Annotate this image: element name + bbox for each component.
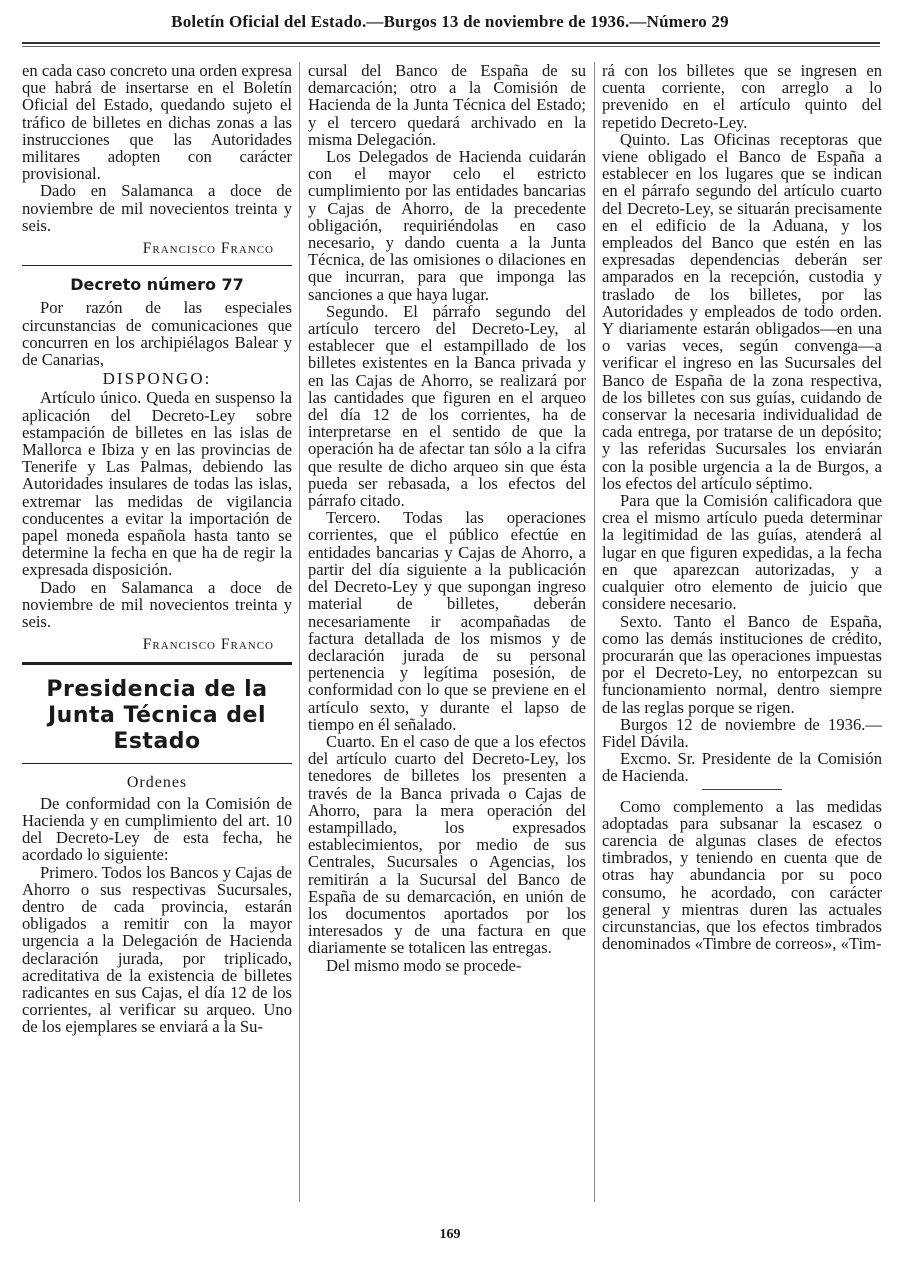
paragraph: Quinto. Las Oficinas receptoras que viene obligado el Banco de España a establecer en los lugares que se indican en el párrafo segundo del artículo cuarto del Decreto-Ley, se situarán precisamente en el edificio de la Aduana, y los empleados del Banco que estén en las expresadas dependencias deberán ser amparados en la recepción, custodia y traslado de los billetes, por las Autoridades y empleados de todo orden. Y diariamente estarán obligados—en una o varias veces, según convenga—a verificar el ingreso en las Sucursales del Banco de España de la zona respectiva, de los billetes con sus guías, cuidando de conservar la necesaria individualidad de cada entrega, por tratarse de un depósito; y las referidas Sucursales los enviarán con la posible urgencia a la de Burgos, a los efectos del artículo séptimo. bbox=[602, 129, 882, 493]
paragraph: cursal del Banco de España de su demarcación; otro a la Comisión de Hacienda de la Junta Técnica del Estado; y el tercero quedará archivado en la misma Delegación. bbox=[308, 61, 586, 149]
paragraph: Para que la Comisión calificadora que crea el mismo artículo pueda determinar la legitimidad de las guías, atenderá al lugar en que figuren expedidas, a la fecha en que aparezcan autorizadas, y a cualquier otro elemento de juicio que considere necesario. bbox=[602, 491, 882, 614]
dispongo-heading: DISPONGO: bbox=[102, 369, 212, 389]
column-3 bbox=[602, 62, 882, 952]
paragraph: Tercero. Todas las operaciones corrientes, que el público efectúe en entidades bancarias y Cajas de Ahorro, a partir del día siguiente a la publicación del Decreto-Ley y que supongan ingreso material de billetes, deberán necesariamente ir acompañadas de factura detallada de los mismos y de declaración jurada de su personal pertenencia y legítima posesión, de conformidad con lo que se previene en el artículo sexto, y durante el lapso de tiempo en él señalado. bbox=[308, 508, 586, 734]
decree-title: Decreto número 77 bbox=[70, 275, 244, 295]
page-number: 169 bbox=[439, 1227, 461, 1242]
paragraph: Cuarto. En el caso de que a los efectos del artículo cuarto del Decreto-Ley, los tenedores de billetes los presenten a través de la Banca privada o Cajas de Ahorro, para la mera operación del estampillado, los expresados establecimientos, por medio de sus Centrales, Sucursales o Agencias, los remitirán a la Sucursal del Banco de España de su demarcación, en unión de los documentos aportados por los interesados y de una factura en que diariamente se totalicen las entregas. bbox=[308, 731, 586, 958]
paragraph: Excmo. Sr. Presidente de la Comisión de Hacienda. bbox=[602, 749, 882, 786]
paragraph: Dado en Salamanca a doce de noviembre de mil novecientos treinta y seis. bbox=[22, 577, 292, 632]
paragraph: Como complemento a las medidas adoptadas para subsanar la escasez o carencia de algunas clases de efectos timbrados, y teniendo en cuenta que de otras hay abundancia por su poco consumo, he acordado, con carácter general y mientras duren las actuales circunstancias, que los efectos timbrados denominados «Timbre de correos», «Tim- bbox=[602, 796, 882, 954]
paragraph: Del mismo modo se procede- bbox=[326, 955, 522, 975]
paragraph: De conformidad con la Comisión de Hacienda y en cumplimiento del art. 10 del Decreto-Ley de esta fecha, he acordado lo siguiente: bbox=[22, 793, 292, 865]
paragraph: Segundo. El párrafo segundo del artículo tercero del Decreto-Ley, al establecer que el estampillado de los billetes existentes en la Banca privada y en las Cajas de Ahorro, se realizará por las cantidades que figuren en el arqueo del día 12 de los corrientes, ha de interpretarse en el sentido de que la operación ha de afectar tan sólo a la cifra que resulte de dicho arqueo sin que ésta pueda ser rebasada, a los efectos del párrafo citado. bbox=[308, 301, 586, 511]
signature: Francisco Franco bbox=[142, 636, 274, 654]
header-rule bbox=[22, 42, 880, 47]
paragraph: Burgos 12 de noviembre de 1936.—Fidel Dávila. bbox=[602, 714, 882, 751]
paragraph: Primero. Todos los Bancos y Cajas de Ahorro o sus respectivas Sucursales, dentro de cada provincia, estarán obligados a remitir con la mayor urgencia a la Delegación de Hacienda declaración jurada, por triplicado, acreditativa de la existencia de billetes radicantes en sus Cajas, el día 12 de los corrientes, al verificar su arqueo. Uno de los ejemplares se enviará a la Su- bbox=[22, 862, 292, 1037]
section-title: Presidencia de la Junta Técnica del Estado bbox=[46, 676, 268, 754]
paragraph: Los Delegados de Hacienda cuidarán con el mayor celo el estricto cumplimiento por las entidades bancarias y Cajas de Ahorro, de la precedente obligación, requiriéndolas en caso necesario, y dando cuenta a la Junta Técnica, de las omisiones o dilaciones en que incurran, para que imponga las sanciones a que haya lugar. bbox=[308, 147, 586, 304]
divider bbox=[22, 763, 292, 764]
column-1 bbox=[22, 62, 292, 1036]
paragraph: Artículo único. Queda en suspenso la aplicación del Decreto-Ley sobre estampación de billetes en las islas de Mallorca e Ibiza y en las provincias de Tenerife y Las Palmas, debiendo las Autoridades insulares de todas las islas, extremar las medidas de vigilancia conducentes a evitar la importación de papel moneda española hasta tanto se determine la fecha en que ha de regir la expresada disposición. bbox=[22, 388, 292, 580]
column-2 bbox=[308, 62, 586, 974]
subsection-title: Ordenes bbox=[126, 773, 188, 791]
page-header: Boletín Oficial del Estado.—Burgos 13 de noviembre de 1936.—Número 29 bbox=[171, 12, 729, 31]
divider bbox=[702, 789, 782, 790]
paragraph: Dado en Salamanca a doce de noviembre de mil novecientos treinta y seis. bbox=[22, 181, 292, 235]
paragraph: Sexto. Tanto el Banco de España, como las demás instituciones de crédito, procurarán que las operaciones impuestas por el Decreto-Ley, no entorpezcan su funcionamiento normal, dentro siempre de las reglas porque se rigen. bbox=[602, 611, 882, 717]
column-divider bbox=[299, 62, 300, 1202]
divider bbox=[22, 662, 292, 665]
paragraph: Por razón de las especiales circunstancias de comunicaciones que concurren en los archipiélagos Balear y de Canarias, bbox=[22, 298, 292, 370]
column-divider bbox=[594, 62, 595, 1202]
divider bbox=[22, 265, 292, 266]
paragraph: en cada caso concreto una orden expresa que habrá de insertarse en el Boletín Oficial del Estado, quedando sujeto el tráfico de billetes en dichas zonas a las instrucciones que las Autoridades militares adopten con carácter provisional. bbox=[22, 61, 292, 184]
signature: Francisco Franco bbox=[142, 240, 274, 258]
paragraph: rá con los billetes que se ingresen en cuenta corriente, con arreglo a lo prevenido en el artículo quinto del repetido Decreto-Ley. bbox=[602, 61, 882, 132]
